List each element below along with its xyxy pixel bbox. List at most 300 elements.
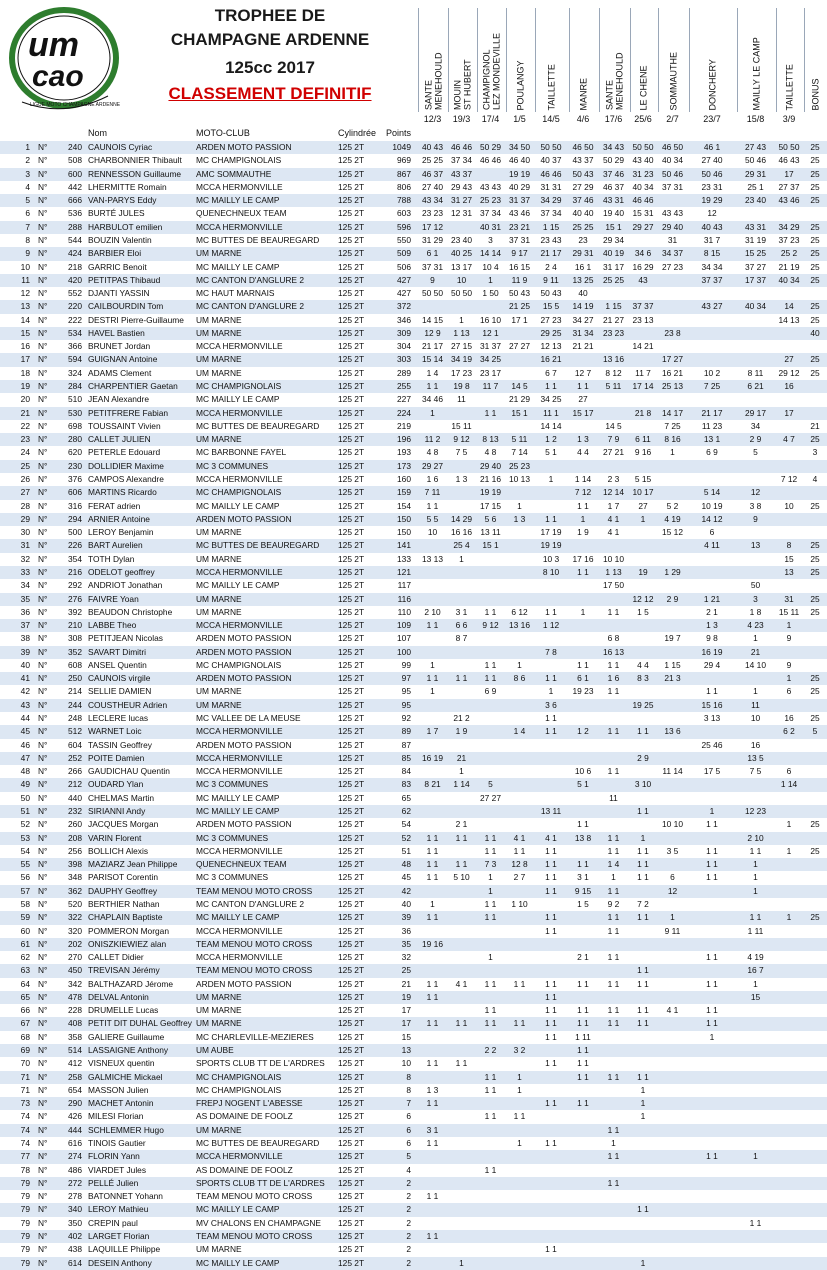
cylinder-cell: 125 2T (338, 806, 365, 816)
rank-cell: 57 (20, 885, 30, 896)
cylinder-cell: 125 2T (338, 965, 365, 976)
race-points-cell: 1 1 (484, 1084, 497, 1095)
race-points-cell: 29 25 (540, 327, 562, 338)
race-points-cell: 5 1 (545, 447, 557, 458)
bib-number-cell: 274 (68, 1151, 82, 1162)
race-points-cell: 1 12 (542, 620, 560, 631)
rank-cell: 51 (20, 806, 30, 816)
club-cell: MCCA HERMONVILLE (196, 181, 283, 192)
rank-cell: 55 (20, 859, 30, 870)
svg-text:um: um (28, 26, 79, 64)
club-cell: MC MAILLY LE CAMP (196, 912, 280, 923)
points-cell: 19 (401, 991, 411, 1002)
no-label-cell: N° (38, 1071, 48, 1082)
race-points-cell: 1 1 (545, 845, 557, 856)
race-points-cell: 46 40 (509, 155, 530, 166)
table-row (0, 1071, 827, 1084)
race-points-cell: 1 9 (455, 726, 468, 737)
race-points-cell: 6 9 (484, 686, 497, 697)
cylinder-cell: 125 2T (338, 1257, 365, 1268)
no-label-cell: N° (38, 1230, 48, 1241)
rank-cell: 17 (20, 354, 30, 365)
race-points-cell: 1 1 (637, 872, 649, 883)
cylinder-cell: 125 2T (338, 859, 365, 870)
race-points-cell: 7 5 (455, 447, 468, 458)
race-points-cell: 37 46 (572, 195, 594, 206)
points-cell: 13 (401, 1045, 411, 1056)
bib-number-cell: 348 (68, 872, 82, 883)
rank-cell: 15 (20, 327, 30, 338)
rank-cell: 79 (20, 1204, 30, 1215)
race-points-cell: 25 13 (662, 381, 683, 392)
venue-label: DONCHERY (707, 58, 718, 110)
cylinder-cell: 125 2T (338, 885, 365, 896)
venue-date: 17/6 (604, 114, 623, 124)
race-points-cell: 40 34 (632, 181, 654, 192)
rank-cell: 64 (20, 978, 30, 989)
race-points-cell: 29 27 (632, 221, 654, 232)
race-points-cell: 31 34 (572, 327, 594, 338)
table-row (0, 1177, 827, 1190)
race-points-cell: 15 1 (605, 221, 622, 232)
race-points-cell: 1 1 (607, 978, 620, 989)
bib-number-cell: 604 (68, 739, 82, 750)
points-cell: 509 (397, 248, 411, 259)
venue-column (569, 8, 600, 112)
race-points-cell: 50 (750, 580, 761, 591)
race-points-cell: 16 (784, 713, 794, 724)
venue-date: 4/6 (576, 114, 590, 124)
club-cell: MCCA HERMONVILLE (196, 221, 283, 232)
race-points-cell: 9 (786, 659, 792, 670)
rider-name-cell: CHARPENTIER Gaetan (88, 381, 178, 392)
venue-label: BONUS (810, 77, 821, 110)
race-points-cell: 34 50 (509, 142, 530, 152)
race-points-cell: 31 7 (703, 234, 721, 245)
no-label-cell: N° (38, 354, 48, 365)
table-row (0, 500, 827, 513)
race-points-cell: 40 (810, 327, 820, 338)
race-points-cell: 4 19 (664, 513, 681, 524)
race-points-cell: 2 7 (513, 872, 526, 883)
race-points-cell: 23 (578, 234, 588, 245)
table-row (0, 593, 827, 606)
race-points-cell: 23 23 (603, 327, 624, 338)
club-cell: UM MARNE (196, 1018, 242, 1029)
race-points-cell: 1 1 (706, 845, 718, 856)
race-points-cell: 50 43 (509, 288, 530, 299)
rider-name-cell: MASSON Julien (88, 1084, 149, 1095)
table-row (0, 1110, 827, 1123)
race-points-cell: 8 7 (455, 633, 468, 644)
race-points-cell: 2 9 (749, 434, 762, 445)
race-points-cell: 17 (784, 168, 794, 179)
rider-name-cell: CAMPOS Alexandre (88, 474, 164, 484)
club-cell: QUENECHNEUX TEAM (196, 208, 287, 219)
race-points-cell: 3 13 (703, 713, 721, 724)
rank-cell: 9 (25, 248, 30, 259)
race-points-cell: 37 31 (509, 234, 530, 245)
no-label-cell: N° (38, 181, 48, 192)
race-points-cell: 14 14 (540, 420, 562, 431)
no-label-cell: N° (38, 474, 48, 484)
race-points-cell: 13 (750, 540, 761, 551)
venue-date: 17/4 (481, 114, 500, 124)
bib-number-cell: 534 (68, 327, 82, 338)
rank-cell: 58 (20, 898, 30, 909)
race-points-cell: 25 (810, 367, 820, 378)
cylinder-cell: 125 2T (338, 925, 365, 936)
rider-name-cell: FLORIN Yann (88, 1151, 140, 1162)
no-label-cell: N° (38, 806, 48, 816)
club-cell: MC 3 COMMUNES (196, 832, 269, 843)
table-row (0, 1124, 827, 1137)
race-points-cell: 1 (459, 314, 464, 325)
bib-number-cell: 232 (68, 806, 82, 816)
cylinder-cell: 125 2T (338, 779, 365, 790)
race-points-cell: 10 (784, 500, 794, 511)
no-label-cell: N° (38, 234, 48, 245)
rider-name-cell: JEAN Alexandre (88, 394, 149, 405)
rank-cell: 79 (20, 1244, 30, 1255)
rider-name-cell: SCHLEMMER Hugo (88, 1124, 164, 1135)
race-points-cell: 10 10 (603, 553, 624, 564)
race-points-cell: 1 3 (577, 434, 589, 445)
rank-cell: 53 (20, 832, 30, 843)
race-points-cell: 25 25 (603, 274, 624, 285)
race-points-cell: 27 43 (745, 142, 766, 152)
race-points-cell: 40 43 (422, 142, 443, 152)
cylinder-cell: 125 2T (338, 221, 365, 232)
race-points-cell: 21 17 (422, 341, 443, 352)
race-points-cell: 50 29 (603, 155, 624, 166)
race-points-cell: 1 1 (607, 1177, 620, 1188)
table-row (0, 247, 827, 260)
club-cell: TEAM MENOU MOTO CROSS (196, 938, 313, 949)
rank-cell: 68 (20, 1031, 30, 1042)
race-points-cell: 27 23 (540, 314, 562, 325)
race-points-cell: 2 4 (545, 261, 557, 272)
race-points-cell: 50 50 (632, 142, 654, 152)
race-points-cell: 3 2 (513, 1045, 526, 1056)
race-points-cell: 23 40 (745, 195, 766, 206)
race-points-cell: 3 10 (634, 779, 652, 790)
no-label-cell: N° (38, 553, 48, 564)
table-row (0, 141, 827, 154)
no-label-cell: N° (38, 460, 48, 471)
race-points-cell: 7 12 (574, 487, 592, 498)
race-points-cell: 7 8 (545, 646, 557, 657)
race-points-cell: 10 4 (482, 261, 499, 272)
rank-cell: 42 (20, 686, 30, 697)
points-cell: 603 (397, 208, 411, 219)
table-row (0, 725, 827, 738)
race-points-cell: 1 1 (426, 500, 439, 511)
rider-name-cell: JACQUES Morgan (88, 819, 159, 830)
race-points-cell: 43 37 (572, 155, 594, 166)
no-label-cell: N° (38, 859, 48, 870)
club-cell: MCCA HERMONVILLE (196, 341, 283, 352)
race-points-cell: 16 (784, 381, 794, 392)
rank-cell: 8 (25, 234, 30, 245)
race-points-cell: 10 (456, 274, 467, 285)
no-label-cell: N° (38, 1257, 48, 1268)
table-row (0, 619, 827, 632)
bib-number-cell: 230 (68, 460, 82, 471)
race-points-cell: 2 10 (424, 606, 441, 617)
race-points-cell: 25 (810, 155, 820, 166)
race-points-cell: 50 50 (422, 288, 443, 299)
rider-name-cell: CHAPLAIN Baptiste (88, 912, 163, 923)
cylinder-cell: 125 2T (338, 606, 365, 617)
race-points-cell: 1 1 (426, 991, 439, 1002)
race-points-cell: 1 (611, 1138, 616, 1148)
race-points-cell: 9 2 (607, 898, 620, 909)
rider-name-cell: DELVAL Antonin (88, 991, 149, 1002)
race-points-cell: 34 6 (634, 248, 652, 259)
race-points-cell: 6 (786, 686, 792, 697)
race-points-cell: 1 14 (780, 779, 798, 790)
race-points-cell: 1 1 (484, 898, 497, 909)
cylinder-cell: 125 2T (338, 195, 365, 206)
race-points-cell: 46 46 (540, 168, 562, 179)
bib-number-cell: 316 (68, 500, 82, 511)
race-points-cell: 15 14 (422, 354, 443, 365)
race-points-cell: 1 (430, 407, 435, 418)
points-cell: 110 (397, 606, 411, 617)
points-cell: 36 (401, 925, 411, 936)
race-points-cell: 27 (784, 354, 794, 365)
cylinder-cell: 125 2T (338, 766, 365, 777)
rider-name-cell: GALIERE Guillaume (88, 1031, 165, 1042)
race-points-cell: 37 23 (778, 234, 800, 245)
race-points-cell: 23 8 (664, 327, 681, 338)
table-row (0, 885, 827, 898)
col-club-header: MOTO-CLUB (196, 128, 250, 138)
table-row (0, 685, 827, 698)
cylinder-cell: 125 2T (338, 620, 365, 631)
rider-name-cell: SELLIE DAMIEN (88, 686, 152, 697)
no-label-cell: N° (38, 434, 48, 445)
rider-name-cell: ANDRIOT Jonathan (88, 580, 163, 591)
race-points-cell: 43 27 (701, 301, 723, 312)
no-label-cell: N° (38, 1151, 48, 1162)
race-points-cell: 1 1 (637, 859, 649, 870)
race-points-cell: 1 1 (545, 1058, 557, 1069)
table-row (0, 553, 827, 566)
club-cell: MC BUTTES DE BEAUREGARD (196, 540, 320, 551)
no-label-cell: N° (38, 659, 48, 670)
club-cell: ARDEN MOTO PASSION (196, 513, 292, 524)
no-label-cell: N° (38, 925, 48, 936)
race-points-cell: 1 1 (513, 845, 526, 856)
rider-name-cell: PELLÉ Julien (88, 1177, 139, 1188)
venue-column (776, 8, 805, 112)
race-points-cell: 2 3 (607, 474, 620, 484)
race-points-cell: 1 2 (577, 726, 589, 737)
race-points-cell: 1 1 (484, 978, 497, 989)
points-cell: 95 (401, 699, 411, 710)
points-cell: 304 (397, 341, 411, 352)
race-points-cell: 31 27 (451, 195, 472, 206)
no-label-cell: N° (38, 699, 48, 710)
no-label-cell: N° (38, 527, 48, 538)
table-row (0, 393, 827, 406)
race-points-cell: 13 17 (451, 261, 472, 272)
points-cell: 150 (397, 527, 411, 538)
rider-name-cell: OUDARD Ylan (88, 779, 144, 790)
race-points-cell: 11 (457, 394, 466, 405)
rider-name-cell: BRUNET Jordan (88, 341, 151, 352)
no-label-cell: N° (38, 726, 48, 737)
table-row (0, 632, 827, 645)
cylinder-cell: 125 2T (338, 978, 365, 989)
race-points-cell: 17 15 (480, 500, 501, 511)
race-points-cell: 4 8 (484, 447, 497, 458)
rank-cell: 28 (20, 500, 30, 511)
race-points-cell: 31 29 (422, 234, 443, 245)
points-cell: 255 (397, 381, 411, 392)
race-points-cell: 4 1 (607, 513, 620, 524)
rank-cell: 77 (20, 1151, 30, 1162)
race-points-cell: 21 17 (701, 407, 723, 418)
race-points-cell: 1 1 (545, 1018, 557, 1029)
race-points-cell: 23 43 (540, 234, 562, 245)
table-row (0, 1217, 827, 1230)
no-label-cell: N° (38, 646, 48, 657)
race-points-cell: 1 1 (426, 832, 439, 843)
table-row (0, 473, 827, 486)
cylinder-cell: 125 2T (338, 699, 365, 710)
race-points-cell: 13 13 (422, 553, 443, 564)
table-row (0, 739, 827, 752)
race-points-cell: 1 1 (426, 912, 439, 923)
cylinder-cell: 125 2T (338, 248, 365, 259)
race-points-cell: 9 11 (664, 925, 681, 936)
race-points-cell: 13 5 (747, 752, 764, 763)
venue-date: 14/5 (542, 114, 560, 124)
cylinder-cell: 125 2T (338, 168, 365, 179)
table-row (0, 871, 827, 884)
race-points-cell: 5 11 (511, 434, 528, 445)
race-points-cell: 4 1 (545, 832, 557, 843)
bib-number-cell: 308 (68, 633, 82, 644)
race-points-cell: 1 (753, 872, 758, 883)
race-points-cell: 17 37 (745, 274, 766, 285)
points-cell: 52 (401, 832, 411, 843)
race-points-cell: 16 15 (509, 261, 530, 272)
cylinder-cell: 125 2T (338, 407, 365, 418)
club-cell: MC BUTTES DE BEAUREGARD (196, 1138, 320, 1148)
race-points-cell: 1 1 (607, 885, 620, 896)
rank-cell: 45 (20, 726, 30, 737)
rider-name-cell: BERTHIER Nathan (88, 898, 160, 909)
cylinder-cell: 125 2T (338, 460, 365, 471)
race-points-cell: 1 2 (545, 434, 557, 445)
race-points-cell: 29 34 (603, 234, 624, 245)
cylinder-cell: 125 2T (338, 1071, 365, 1082)
umcao-logo (8, 6, 120, 112)
rank-cell: 60 (20, 925, 30, 936)
race-points-cell: 37 37 (632, 301, 654, 312)
no-label-cell: N° (38, 327, 48, 338)
race-points-cell: 1 (640, 513, 646, 524)
club-cell: MC MAILLY LE CAMP (196, 195, 280, 206)
club-cell: MC VALLEE DE LA MEUSE (196, 713, 301, 724)
points-cell: 806 (397, 181, 411, 192)
race-points-cell: 1 1 (455, 859, 468, 870)
bib-number-cell: 478 (68, 991, 82, 1002)
cylinder-cell: 125 2T (338, 593, 365, 604)
race-points-cell: 27 27 (509, 341, 530, 352)
race-points-cell: 1 15 (605, 301, 622, 312)
race-points-cell: 1 (709, 806, 715, 816)
race-points-cell: 23 21 (509, 221, 530, 232)
venue-date: 23/7 (703, 114, 721, 124)
club-cell: TEAM MENOU MOTO CROSS (196, 1191, 313, 1202)
race-points-cell: 1 1 (545, 872, 557, 883)
rider-name-cell: ODELOT geoffrey (88, 566, 155, 577)
table-row (0, 460, 827, 473)
rank-cell: 71 (20, 1071, 30, 1082)
race-points-cell: 1 1 (426, 1018, 439, 1029)
race-points-cell: 21 2 (453, 713, 470, 724)
club-cell: MC CANTON D'ANGLURE 2 (196, 274, 305, 285)
venue-column (689, 8, 738, 112)
race-points-cell: 40 34 (745, 301, 766, 312)
race-points-cell: 25 (810, 566, 820, 577)
race-points-cell: 34 46 (422, 394, 443, 405)
race-points-cell: 25 25 (422, 155, 443, 166)
race-points-cell: 25 (810, 274, 820, 285)
points-cell: 100 (397, 646, 411, 657)
points-cell: 427 (397, 274, 411, 285)
bib-number-cell: 256 (68, 845, 82, 856)
club-cell: MC CHAMPIGNOLAIS (196, 659, 282, 670)
no-label-cell: N° (38, 1005, 48, 1016)
no-label-cell: N° (38, 739, 48, 750)
table-row (0, 526, 827, 539)
venue-label: LE CHENE (638, 64, 649, 110)
race-points-cell: 1 11 (747, 925, 764, 936)
cylinder-cell: 125 2T (338, 474, 365, 484)
race-points-cell: 46 46 (480, 155, 501, 166)
venue-date: 1/5 (513, 114, 526, 124)
no-label-cell: N° (38, 938, 48, 949)
cylinder-cell: 125 2T (338, 487, 365, 498)
venue-label: SANTE MENEHOULD (604, 52, 624, 110)
race-points-cell: 3 1 (577, 872, 589, 883)
cylinder-cell: 125 2T (338, 991, 365, 1002)
no-label-cell: N° (38, 1204, 48, 1215)
club-cell: MC HAUT MARNAIS (196, 288, 275, 299)
race-points-cell: 15 (784, 553, 794, 564)
bib-number-cell: 442 (68, 181, 82, 192)
rank-cell: 78 (20, 1164, 30, 1175)
cylinder-cell: 125 2T (338, 341, 365, 352)
table-row (0, 168, 827, 181)
race-points-cell: 19 19 (480, 487, 501, 498)
race-points-cell: 11 (609, 792, 618, 803)
points-cell: 150 (397, 513, 411, 524)
club-cell: MC MAILLY LE CAMP (196, 806, 280, 816)
race-points-cell: 31 (784, 593, 794, 604)
club-cell: AS DOMAINE DE FOOLZ (196, 1111, 293, 1122)
points-cell: 89 (401, 726, 411, 737)
rank-cell: 4 (25, 181, 30, 192)
race-points-cell: 1 1 (637, 1018, 649, 1029)
race-points-cell: 9 (753, 513, 758, 524)
